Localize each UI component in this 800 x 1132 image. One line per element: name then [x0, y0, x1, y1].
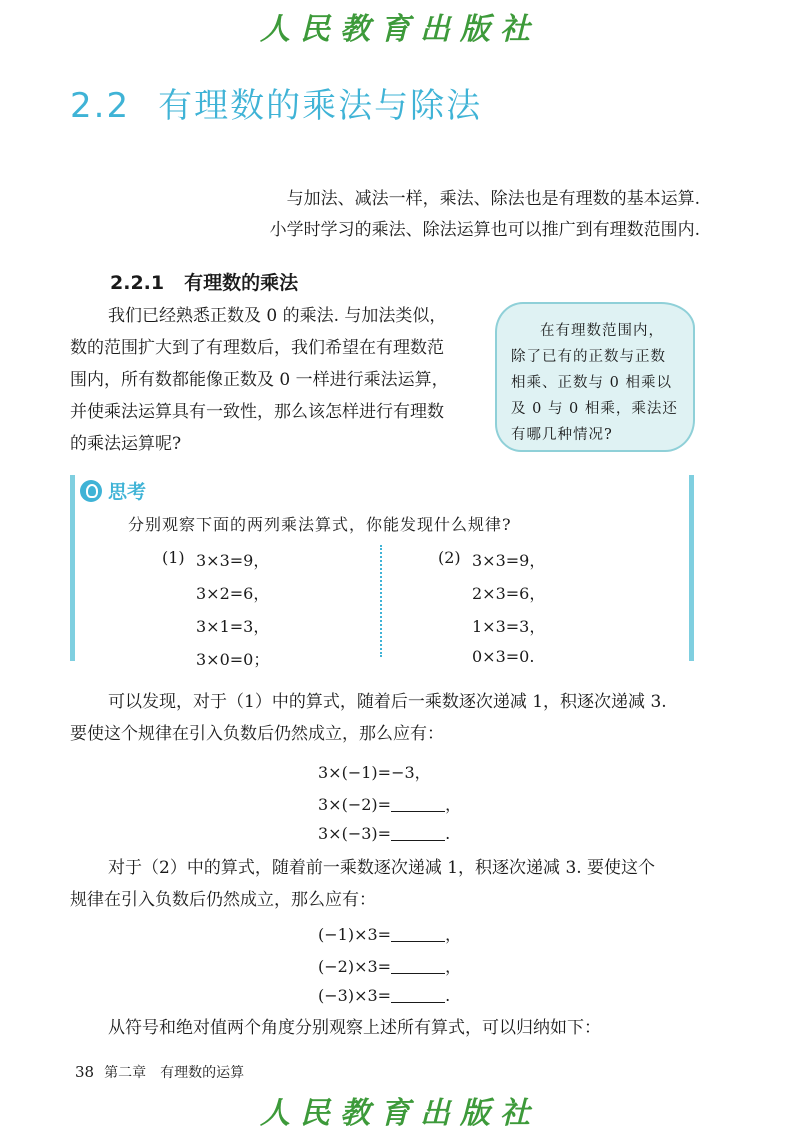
body-line: 可以发现，对于（1）中的算式，随着后一乘数逐次递减 1，积逐次递减 3. — [108, 692, 667, 712]
equation-lhs: (−3)×3= — [318, 986, 392, 1005]
equation-tail: . — [445, 986, 451, 1005]
think-question: 分别观察下面的两列乘法算式，你能发现什么规律? — [128, 515, 512, 534]
col1-equation: 3×3=9， — [196, 551, 270, 570]
page-footer — [75, 1062, 244, 1082]
equation-row — [318, 922, 461, 945]
publisher-logo-top: 人民教育出版社 — [260, 12, 540, 47]
column-divider — [380, 545, 382, 657]
intro-line-1: 与加法、减法一样，乘法、除法也是有理数的基本运算. — [286, 189, 700, 209]
thought-bubble-text: 在有理数范围内，除了已有的正数与正数相乘、正数与 0 相乘以及 0 与 0 相乘，乘法还有哪几种情况? — [511, 323, 678, 443]
col1-equation: 3×0=0； — [196, 650, 270, 669]
answer-blank[interactable] — [391, 826, 445, 841]
body-line: 规律在引入负数后仍然成立，那么应有： — [70, 890, 376, 910]
intro-paragraph-line: 的乘法运算呢? — [70, 434, 182, 454]
col1-label: (1) — [162, 548, 185, 567]
intro-line-2: 小学时学习的乘法、除法运算也可以推广到有理数范围内. — [269, 220, 700, 240]
col2-equation: 1×3=3， — [472, 617, 546, 636]
body-line: 从符号和绝对值两个角度分别观察上述所有算式，可以归纳如下： — [108, 1018, 601, 1038]
col1-equation: 3×2=6， — [196, 584, 270, 603]
subsection-number: 2.2.1 — [110, 272, 165, 294]
equation-lhs: 3×(−3)= — [318, 824, 392, 843]
equation-lhs: 3×(−2)= — [318, 795, 392, 814]
equation-lhs: (−2)×3= — [318, 957, 392, 976]
subsection-title — [110, 268, 298, 295]
think-heading-text: 思考 — [108, 481, 147, 503]
equation-tail: . — [445, 824, 451, 843]
col2-equation: 3×3=9， — [472, 551, 546, 570]
equation-tail: ， — [445, 957, 462, 976]
section-number: 2.2 — [70, 86, 131, 126]
body-line: 要使这个规律在引入负数后仍然成立，那么应有： — [70, 724, 444, 744]
publisher-logo-bottom: 人民教育出版社 — [260, 1096, 540, 1131]
equation-lhs: (−1)×3= — [318, 925, 392, 944]
answer-blank[interactable] — [391, 988, 445, 1003]
section-title — [70, 78, 482, 127]
chapter-name: 第二章 有理数的运算 — [104, 1065, 245, 1081]
equation-row — [318, 954, 461, 977]
body-line: 对于（2）中的算式，随着前一乘数逐次递减 1，积逐次递减 3. 要使这个 — [108, 858, 656, 878]
equation-row — [318, 760, 431, 783]
section-title-text: 有理数的乘法与除法 — [158, 86, 483, 126]
lightbulb-icon — [80, 480, 102, 502]
equation-row — [318, 824, 450, 843]
page-number: 38 — [75, 1063, 95, 1081]
equation-tail: ， — [445, 925, 462, 944]
subsection-title-text: 有理数的乘法 — [184, 272, 299, 294]
equation-row — [318, 986, 450, 1005]
answer-blank[interactable] — [391, 797, 445, 812]
intro-paragraph-line: 我们已经熟悉正数及 0 的乘法. 与加法类似， — [108, 306, 447, 326]
intro-paragraph-line: 并使乘法运算具有一致性，那么该怎样进行有理数 — [70, 402, 444, 422]
equation-tail: ， — [445, 795, 462, 814]
col2-equation: 0×3=0. — [472, 647, 535, 666]
equation-row — [318, 792, 461, 815]
col2-label: (2) — [438, 548, 461, 567]
intro-paragraph-line: 围内，所有数都能像正数及 0 一样进行乘法运算， — [70, 370, 449, 390]
answer-blank[interactable] — [391, 927, 445, 942]
think-box — [70, 475, 694, 661]
col1-equation: 3×1=3， — [196, 617, 270, 636]
thought-bubble — [495, 302, 695, 452]
col2-equation: 2×3=6， — [472, 584, 546, 603]
equation-lhs: 3×(−1)=−3， — [318, 763, 431, 782]
think-heading — [80, 477, 146, 504]
answer-blank[interactable] — [391, 959, 445, 974]
intro-paragraph-line: 数的范围扩大到了有理数后，我们希望在有理数范 — [70, 338, 444, 358]
